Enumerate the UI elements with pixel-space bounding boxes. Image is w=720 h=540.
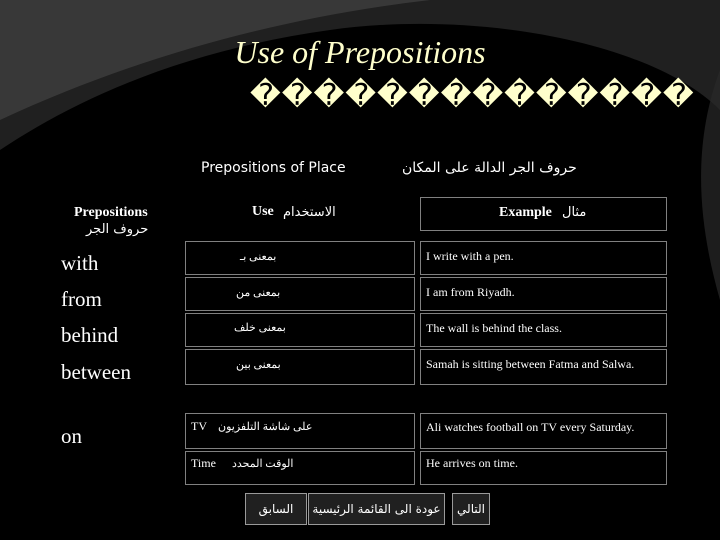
example-from: I am from Riyadh. (426, 285, 515, 299)
use-behind: بمعنى خلف (234, 322, 286, 334)
preposition-behind: behind (61, 323, 119, 347)
header-example-en: Example (499, 205, 552, 220)
example-between: Samah is sitting between Fatma and Salwa. (426, 357, 635, 371)
use-on-time-ar: الوقت المحدد (232, 458, 294, 470)
use-box (185, 349, 415, 385)
next-button[interactable]: التالي (452, 493, 490, 525)
header-prepositions-ar: حروف الجر (86, 222, 149, 237)
example-behind: The wall is behind the class. (426, 321, 562, 335)
example-with: I write with a pen. (426, 249, 514, 263)
example-on-time: He arrives on time. (426, 456, 518, 470)
preposition-from: from (61, 287, 102, 311)
use-with: بمعنى بـ (240, 251, 277, 263)
slide-title: Use of Prepositions (234, 34, 486, 70)
use-between: بمعنى بين (236, 359, 281, 371)
use-box (185, 241, 415, 275)
header-use-ar: الاستخدام (283, 205, 336, 220)
subheader-place-en: Prepositions of Place (201, 160, 346, 176)
main-menu-button[interactable]: عودة الى القائمة الرئيسية (308, 493, 445, 525)
use-from: بمعنى من (236, 287, 281, 299)
use-on-time-en: Time (191, 456, 216, 470)
use-on-tv-en: TV (191, 419, 207, 433)
use-box (185, 313, 415, 347)
preposition-with: with (61, 251, 99, 275)
previous-button[interactable]: السابق (245, 493, 307, 525)
use-box (185, 277, 415, 311)
preposition-on: on (61, 424, 82, 448)
header-prepositions-en: Prepositions (74, 205, 148, 220)
subheader-place-ar: حروف الجر الدالة على المكان (402, 160, 577, 176)
use-on-tv-ar: على شاشة التلفزيون (218, 421, 313, 433)
header-example-ar: مثال (562, 205, 587, 220)
header-use-en: Use (252, 204, 274, 219)
use-box (185, 451, 415, 485)
preposition-between: between (61, 360, 131, 384)
slide-title-arabic: �������������� (250, 78, 695, 113)
example-on-tv: Ali watches football on TV every Saturday. (426, 420, 635, 434)
